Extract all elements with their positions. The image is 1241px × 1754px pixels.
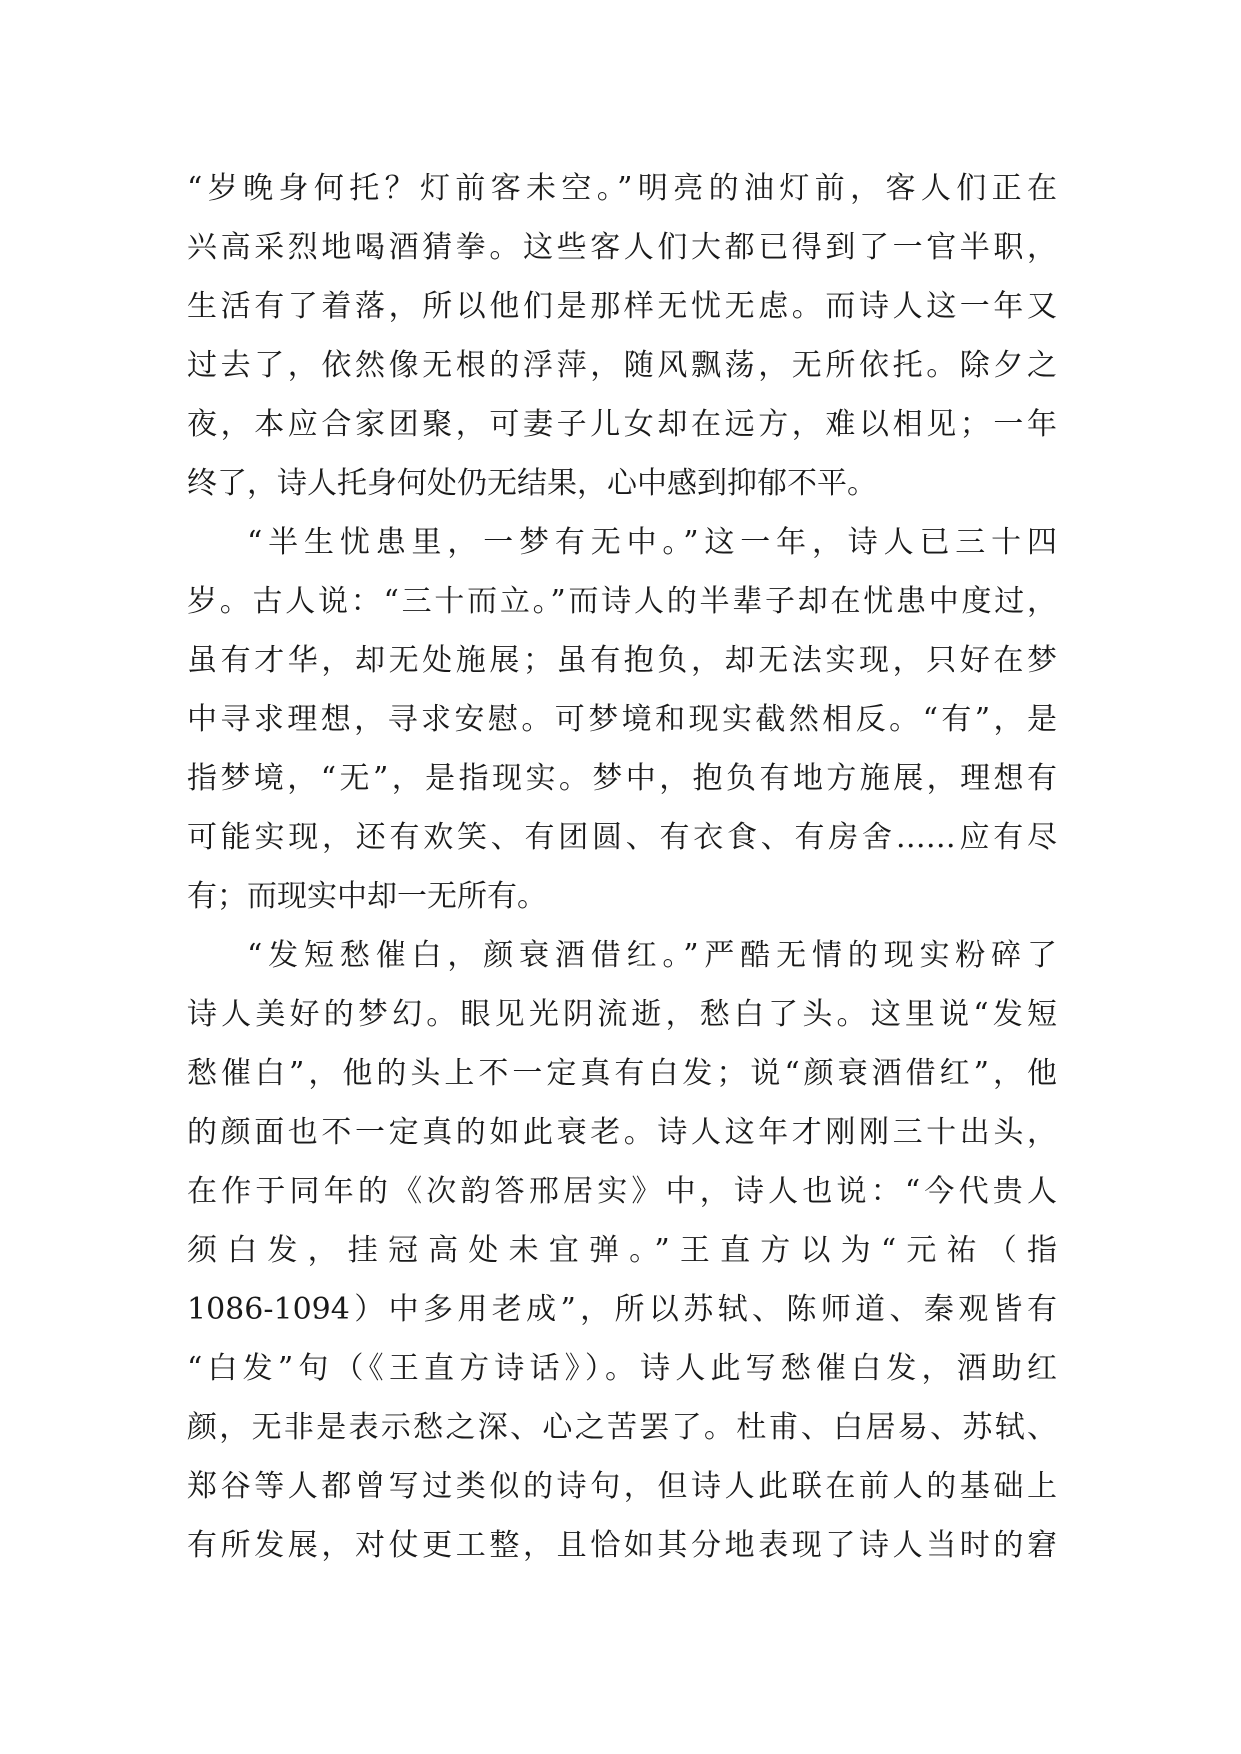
text-line: 指梦境，“无”，是指现实。梦中，抱负有地方施展，理想有 — [187, 761, 1057, 796]
text-line: “半生忧患里，一梦有无中。”这一年，诗人已三十四 — [247, 525, 1057, 560]
text-line: “发短愁催白，颜衰酒借红。”严酷无情的现实粉碎了 — [247, 938, 1057, 973]
text-line: 终了，诗人托身何处仍无结果，心中感到抑郁不平。 — [187, 466, 877, 501]
text-line: 的颜面也不一定真的如此衰老。诗人这年才刚刚三十出头， — [187, 1115, 1057, 1150]
text-line: 中寻求理想，寻求安慰。可梦境和现实截然相反。“有”，是 — [187, 702, 1057, 737]
text-line: “白发”句（《王直方诗话》）。诗人此写愁催白发，酒助红 — [187, 1351, 1057, 1386]
text-line: 可能实现，还有欢笑、有团圆、有衣食、有房舍……应有尽 — [187, 820, 1057, 855]
text-line: 1086-1094）中多用老成”，所以苏轼、陈师道、秦观皆有 — [187, 1292, 1057, 1327]
text-line: 夜，本应合家团聚，可妻子儿女却在远方，难以相见；一年 — [187, 407, 1057, 442]
text-line: 虽有才华，却无处施展；虽有抱负，却无法实现，只好在梦 — [187, 643, 1057, 678]
text-line: 郑谷等人都曾写过类似的诗句，但诗人此联在前人的基础上 — [187, 1469, 1057, 1504]
text-line: 有所发展，对仗更工整，且恰如其分地表现了诗人当时的窘 — [187, 1528, 1057, 1563]
text-line: 愁催白”，他的头上不一定真有白发；说“颜衰酒借红”，他 — [187, 1056, 1057, 1091]
text-line: “岁晚身何托？灯前客未空。”明亮的油灯前，客人们正在 — [187, 171, 1057, 206]
text-line: 岁。古人说：“三十而立。”而诗人的半辈子却在忧患中度过， — [187, 584, 1057, 619]
text-line: 在作于同年的《次韵答邢居实》中，诗人也说：“今代贵人 — [187, 1174, 1057, 1209]
body-text — [187, 159, 1057, 1575]
text-line: 生活有了着落，所以他们是那样无忧无虑。而诗人这一年又 — [187, 289, 1057, 324]
text-line: 颜，无非是表示愁之深、心之苦罢了。杜甫、白居易、苏轼、 — [187, 1410, 1057, 1445]
text-line: 有；而现实中却一无所有。 — [187, 879, 547, 914]
text-line: 诗人美好的梦幻。眼见光阴流逝，愁白了头。这里说“发短 — [187, 997, 1057, 1032]
text-line: 须白发，挂冠高处未宜弹。”王直方以为“元祐（指 — [187, 1233, 1057, 1268]
text-line: 过去了，依然像无根的浮萍，随风飘荡，无所依托。除夕之 — [187, 348, 1057, 383]
text-line: 兴高采烈地喝酒猜拳。这些客人们大都已得到了一官半职， — [187, 230, 1057, 265]
